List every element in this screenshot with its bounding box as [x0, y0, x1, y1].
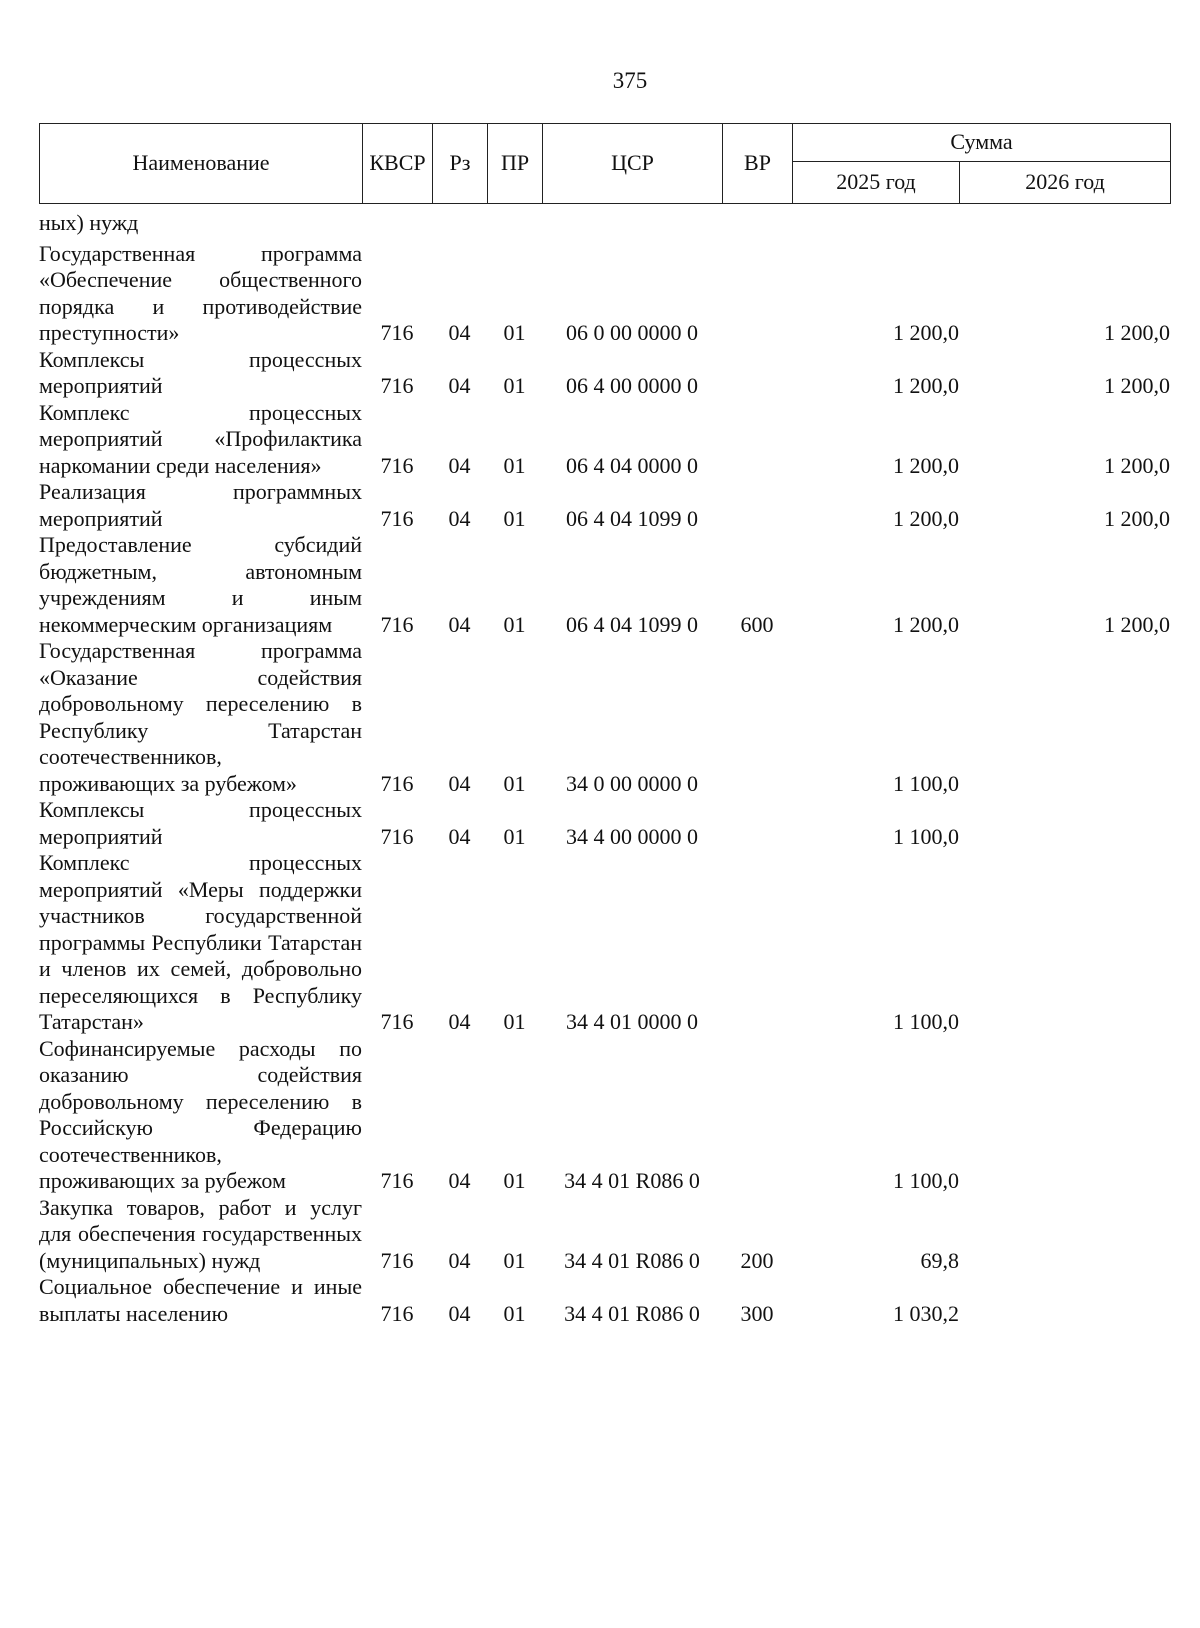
row-amount-2026 [959, 1036, 1170, 1195]
row-amount-2025: 1 100,0 [893, 823, 959, 849]
row-name: Государственная программа «Обеспечение общественного порядка и противодействие преступности» [39, 240, 362, 345]
row-rz: 04 [448, 320, 471, 345]
row-amount-2025: 1 100,0 [893, 1168, 959, 1193]
row-kvsr: 716 [380, 1247, 414, 1273]
row-kvsr [362, 210, 432, 241]
table-row [39, 638, 1170, 797]
row-pr: 01 [503, 505, 526, 531]
row-csr: 06 4 04 1099 0 [566, 611, 698, 637]
row-rz: 04 [448, 505, 471, 531]
row-name: Комплексы процессных мероприятий [39, 797, 362, 849]
row-csr: 34 4 00 0000 0 [566, 823, 698, 849]
row-pr: 01 [503, 1300, 526, 1326]
row-amount-2025: 1 200,0 [893, 373, 959, 398]
row-rz: 04 [448, 1300, 471, 1326]
row-vr [722, 479, 792, 532]
header-pr: ПР [488, 124, 543, 204]
row-amount-2025: 1 200,0 [893, 611, 959, 637]
row-pr: 01 [503, 320, 526, 345]
row-vr [722, 850, 792, 1036]
row-amount-2026 [959, 1195, 1170, 1275]
row-csr: 34 4 01 R086 0 [564, 1168, 700, 1193]
row-kvsr: 716 [380, 770, 414, 796]
row-csr: 34 4 01 R086 0 [564, 1300, 700, 1326]
row-rz: 04 [448, 373, 471, 398]
row-vr: 600 [740, 611, 774, 637]
row-rz: 04 [448, 1009, 471, 1034]
header-sum: Сумма [793, 124, 1171, 162]
row-amount-2026 [959, 210, 1170, 241]
header-vr: ВР [723, 124, 793, 204]
row-kvsr: 716 [380, 611, 414, 637]
row-amount-2026 [959, 850, 1170, 1036]
row-pr: 01 [503, 373, 526, 398]
table-row [39, 532, 1170, 638]
row-vr [722, 638, 792, 797]
row-vr [722, 400, 792, 480]
row-csr: 06 4 04 1099 0 [566, 505, 698, 531]
budget-table [39, 210, 1170, 1327]
row-amount-2026 [959, 797, 1170, 850]
table-row [39, 241, 1170, 347]
row-kvsr: 716 [380, 1009, 414, 1034]
table-row [39, 1036, 1170, 1195]
row-amount-2025: 1 030,2 [893, 1300, 959, 1326]
row-pr: 01 [503, 1168, 526, 1193]
table-row [39, 400, 1170, 480]
header-csr: ЦСР [543, 124, 723, 204]
table-header [39, 123, 1171, 204]
row-kvsr: 716 [380, 1300, 414, 1326]
row-amount-2026: 1 200,0 [1104, 505, 1170, 531]
row-kvsr: 716 [380, 320, 414, 345]
row-vr: 300 [740, 1300, 774, 1326]
row-name: Социальное обеспечение и иные выплаты населению [39, 1274, 362, 1326]
row-rz: 04 [448, 452, 471, 478]
row-vr: 200 [740, 1247, 774, 1273]
table-row [39, 1274, 1170, 1327]
row-csr [542, 210, 722, 241]
row-amount-2025: 69,8 [920, 1247, 959, 1273]
row-name: ных) нужд [39, 210, 139, 235]
row-amount-2026: 1 200,0 [1104, 320, 1170, 345]
row-rz: 04 [448, 770, 471, 796]
row-vr [722, 241, 792, 347]
row-csr: 06 0 00 0000 0 [566, 320, 698, 345]
row-kvsr: 716 [380, 373, 414, 398]
row-rz: 04 [448, 611, 471, 637]
row-name: Закупка товаров, работ и услуг для обеспечения государственных (муниципальных) нужд [39, 1194, 362, 1273]
table-row [39, 210, 1170, 241]
row-vr [722, 210, 792, 241]
row-csr: 34 4 01 0000 0 [566, 1009, 698, 1034]
row-name: Предоставление субсидий бюджетным, автономным учреждениям и иным некоммерческим организациям [39, 532, 362, 637]
row-amount-2025 [792, 210, 959, 241]
header-kvsr: КВСР [363, 124, 433, 204]
row-pr: 01 [503, 1247, 526, 1273]
row-pr [487, 210, 542, 241]
table-row [39, 1195, 1170, 1275]
row-name: Софинансируемые расходы по оказанию содействия добровольному переселению в Российскую Федерацию соотечественников, проживающих за рубежом [39, 1035, 362, 1193]
row-amount-2025: 1 100,0 [893, 770, 959, 796]
row-kvsr: 716 [380, 505, 414, 531]
header-year-2026: 2026 год [960, 162, 1171, 204]
row-pr: 01 [503, 1009, 526, 1034]
row-amount-2026 [959, 1274, 1170, 1327]
row-amount-2026: 1 200,0 [1104, 373, 1170, 398]
table-row [39, 347, 1170, 400]
row-vr [722, 347, 792, 400]
row-vr [722, 797, 792, 850]
page-number: 375 [612, 68, 648, 93]
row-rz: 04 [448, 823, 471, 849]
row-amount-2025: 1 200,0 [893, 452, 959, 478]
row-csr: 06 4 00 0000 0 [566, 373, 698, 398]
row-amount-2026: 1 200,0 [1104, 611, 1170, 637]
table-row [39, 479, 1170, 532]
table-row [39, 797, 1170, 850]
row-amount-2026 [959, 638, 1170, 797]
row-rz [432, 210, 487, 241]
header-name: Наименование [40, 124, 363, 204]
row-rz: 04 [448, 1247, 471, 1273]
header-rz: Рз [433, 124, 488, 204]
row-kvsr: 716 [380, 1168, 414, 1193]
row-csr: 34 4 01 R086 0 [564, 1247, 700, 1273]
row-name: Реализация программных мероприятий [39, 479, 362, 531]
header-year-2025: 2025 год [793, 162, 960, 204]
row-amount-2026: 1 200,0 [1104, 452, 1170, 478]
row-name: Комплексы процессных мероприятий [39, 346, 362, 398]
row-kvsr: 716 [380, 823, 414, 849]
row-kvsr: 716 [380, 452, 414, 478]
row-csr: 34 0 00 0000 0 [566, 770, 698, 796]
row-rz: 04 [448, 1168, 471, 1193]
row-name: Комплекс процессных мероприятий «Профилактика наркомании среди населения» [39, 399, 362, 478]
row-amount-2025: 1 200,0 [893, 320, 959, 345]
row-pr: 01 [503, 770, 526, 796]
row-pr: 01 [503, 452, 526, 478]
row-pr: 01 [503, 823, 526, 849]
row-pr: 01 [503, 611, 526, 637]
row-amount-2025: 1 200,0 [893, 505, 959, 531]
row-name: Комплекс процессных мероприятий «Меры поддержки участников государственной программы Республики Татарстан и членов их семей, добровольно переселяющихся в Республику Татарстан» [39, 850, 362, 1034]
row-csr: 06 4 04 0000 0 [566, 452, 698, 478]
table-row [39, 850, 1170, 1036]
row-name: Государственная программа «Оказание содействия добровольному переселению в Республику Татарстан соотечественников, проживающих за рубежом» [39, 638, 362, 796]
row-vr [722, 1036, 792, 1195]
row-amount-2025: 1 100,0 [893, 1009, 959, 1034]
